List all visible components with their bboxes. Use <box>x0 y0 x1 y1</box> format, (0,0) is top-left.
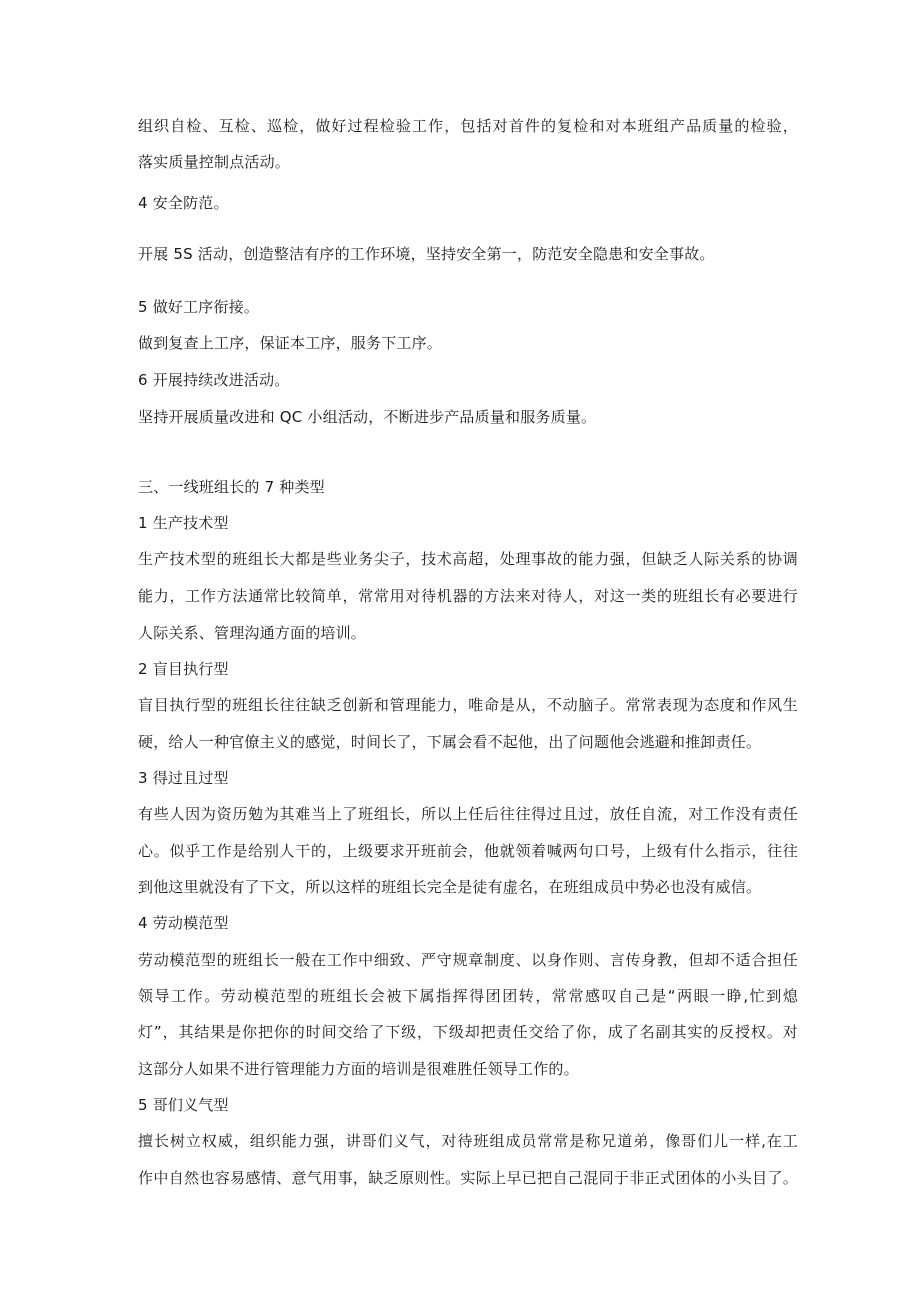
body-text-line: 硬，给人一种官僚主义的感觉，时间长了，下属会看不起他，出了问题他会逃避和推卸责任。 <box>138 733 762 751</box>
body-text-line: 开展 5S 活动，创造整洁有序的工作环境，坚持安全第一，防范安全隐患和安全事故。 <box>138 245 715 263</box>
numbered-heading: 2 盲目执行型 <box>138 660 229 678</box>
body-text-line: 人际关系、管理沟通方面的培训。 <box>138 624 367 642</box>
section-heading: 三、一线班组长的 7 种类型 <box>138 478 325 496</box>
numbered-heading: 5 哥们义气型 <box>138 1096 229 1114</box>
body-text-line: 坚持开展质量改进和 QC 小组活动，不断进步产品质量和服务质量。 <box>138 408 597 426</box>
body-text-line: 到他这里就没有了下文，所以这样的班组长完全是徒有虚名，在班组成员中势必也没有威信。 <box>138 878 762 896</box>
numbered-heading: 4 劳动模范型 <box>138 914 229 932</box>
body-text-line: 劳动模范型的班组长一般在工作中细致、严守规章制度、以身作则、言传身教，但却不适合担任 <box>138 951 798 969</box>
body-text-line: 这部分人如果不进行管理能力方面的培训是很难胜任领导工作的。 <box>138 1060 579 1078</box>
numbered-heading: 3 得过且过型 <box>138 769 229 787</box>
body-text-line: 组织自检、互检、巡检，做好过程检验工作，包括对首件的复检和对本班组产品质量的检验， <box>138 117 798 135</box>
body-text-line: 心。似乎工作是给别人干的，上级要求开班前会，他就领着喊两句口号，上级有什么指示，往往 <box>138 842 798 860</box>
numbered-heading: 5 做好工序衔接。 <box>138 298 260 316</box>
body-text-line: 作中自然也容易感情、意气用事，缺乏原则性。实际上早已把自己混同于非正式团体的小头目了。 <box>138 1169 798 1187</box>
body-text-line: 灯”，其结果是你把你的时间交给了下级，下级却把责任交给了你，成了名副其实的反授权。对 <box>138 1023 798 1041</box>
body-text-line: 领导工作。劳动模范型的班组长会被下属指挥得团团转，常常感叹自己是“两眼一睁,忙到熄 <box>138 987 798 1005</box>
body-text-line: 做到复查上工序，保证本工序，服务下工序。 <box>138 334 443 352</box>
body-text-line: 能力，工作方法通常比较简单，常常用对待机器的方法来对待人，对这一类的班组长有必要进行 <box>138 587 798 605</box>
numbered-heading: 4 安全防范。 <box>138 194 229 212</box>
body-text-line: 有些人因为资历勉为其难当上了班组长，所以上任后往往得过且过，放任自流，对工作没有责任 <box>138 805 798 823</box>
body-text-line: 生产技术型的班组长大都是些业务尖子，技术高超，处理事故的能力强，但缺乏人际关系的协调 <box>138 550 798 568</box>
body-text-line: 落实质量控制点活动。 <box>138 153 291 171</box>
numbered-heading: 1 生产技术型 <box>138 514 229 532</box>
body-text-line: 盲目执行型的班组长往往缺乏创新和管理能力，唯命是从，不动脑子。常常表现为态度和作风生 <box>138 696 798 714</box>
body-text-line: 擅长树立权威，组织能力强，讲哥们义气，对待班组成员常常是称兄道弟，像哥们儿一样,在工 <box>138 1132 798 1150</box>
numbered-heading: 6 开展持续改进活动。 <box>138 371 290 389</box>
